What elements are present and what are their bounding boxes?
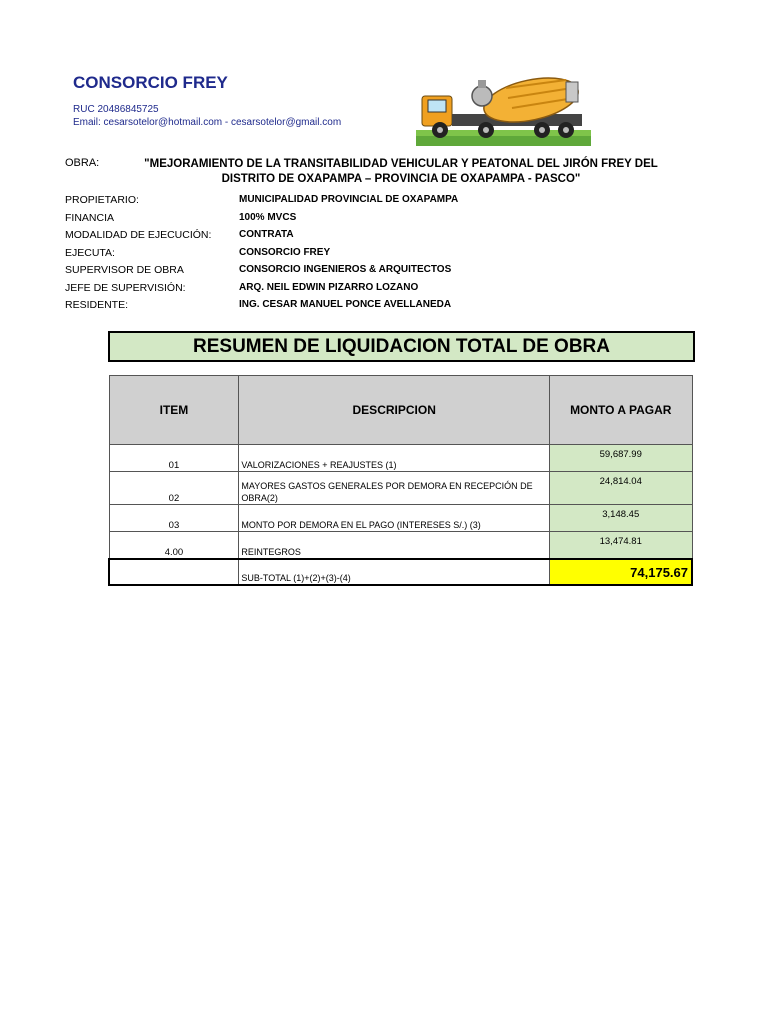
description-cell: MONTO POR DEMORA EN EL PAGO (INTERESES S/.) (3) <box>239 505 550 532</box>
table-row <box>109 532 692 560</box>
company-name: CONSORCIO FREY <box>73 73 228 92</box>
contact-email: Email: cesarsotelor@hotmail.com - cesarsotelor@gmail.com <box>73 117 342 128</box>
info-value: 100% MVCS <box>239 211 297 223</box>
item-cell: 02 <box>109 472 239 505</box>
item-cell: 4.00 <box>109 532 239 560</box>
header-item: ITEM <box>109 376 239 445</box>
info-label: JEFE DE SUPERVISIÓN: <box>65 281 186 294</box>
info-label: MODALIDAD DE EJECUCIÓN: <box>65 229 212 241</box>
header-amount: MONTO A PAGAR <box>549 376 692 445</box>
info-label: FINANCIA <box>65 211 115 224</box>
subtotal-value: 74,175.67 <box>549 559 692 585</box>
table-row <box>109 445 692 472</box>
info-label: RESIDENTE: <box>65 299 129 311</box>
amount-cell: 59,687.99 <box>549 445 692 472</box>
table-row <box>109 505 692 532</box>
info-value: CONSORCIO INGENIEROS & ARQUITECTOS <box>239 264 452 275</box>
description-cell: REINTEGROS <box>239 532 550 560</box>
description-cell: MAYORES GASTOS GENERALES POR DEMORA EN RECEPCIÓN DE OBRA(2) <box>239 472 550 505</box>
info-label: EJECUTA: <box>65 246 115 259</box>
obra-description: "MEJORAMIENTO DE LA TRANSITABILIDAD VEHICULAR Y PEATONAL DEL JIRÓN FREY DEL DISTRITO DE OXAPAMPA – PROVINCIA DE OXAPAMPA - PASCO" <box>144 158 658 185</box>
summary-table <box>108 375 693 586</box>
info-value: ARQ. NEIL EDWIN PIZARRO LOZANO <box>239 281 419 293</box>
item-cell: 01 <box>109 445 239 472</box>
header-description: DESCRIPCION <box>239 376 550 445</box>
subtotal-label: SUB-TOTAL (1)+(2)+(3)-(4) <box>239 559 550 585</box>
info-value: ING. CESAR MANUEL PONCE AVELLANEDA <box>239 299 452 310</box>
info-label: PROPIETARIO: <box>65 194 139 206</box>
subtotal-empty-cell <box>109 559 239 585</box>
concrete-mixer-truck-icon <box>416 74 591 146</box>
info-value: MUNICIPALIDAD PROVINCIAL DE OXAPAMPA <box>239 194 459 205</box>
subtotal-row <box>109 559 692 585</box>
amount-cell: 24,814.04 <box>549 472 692 505</box>
ruc-number: RUC 20486845725 <box>73 104 159 115</box>
table-row <box>109 472 692 505</box>
table-header-row <box>109 376 692 445</box>
obra-label: OBRA: <box>65 157 100 169</box>
item-cell: 03 <box>109 505 239 532</box>
info-label: SUPERVISOR DE OBRA <box>65 264 184 276</box>
amount-cell: 13,474.81 <box>549 532 692 560</box>
amount-cell: 3,148.45 <box>549 505 692 532</box>
info-value: CONSORCIO FREY <box>239 246 331 258</box>
info-value: CONTRATA <box>239 229 294 240</box>
summary-title: RESUMEN DE LIQUIDACION TOTAL DE OBRA <box>108 331 695 362</box>
description-cell: VALORIZACIONES + REAJUSTES (1) <box>239 445 550 472</box>
